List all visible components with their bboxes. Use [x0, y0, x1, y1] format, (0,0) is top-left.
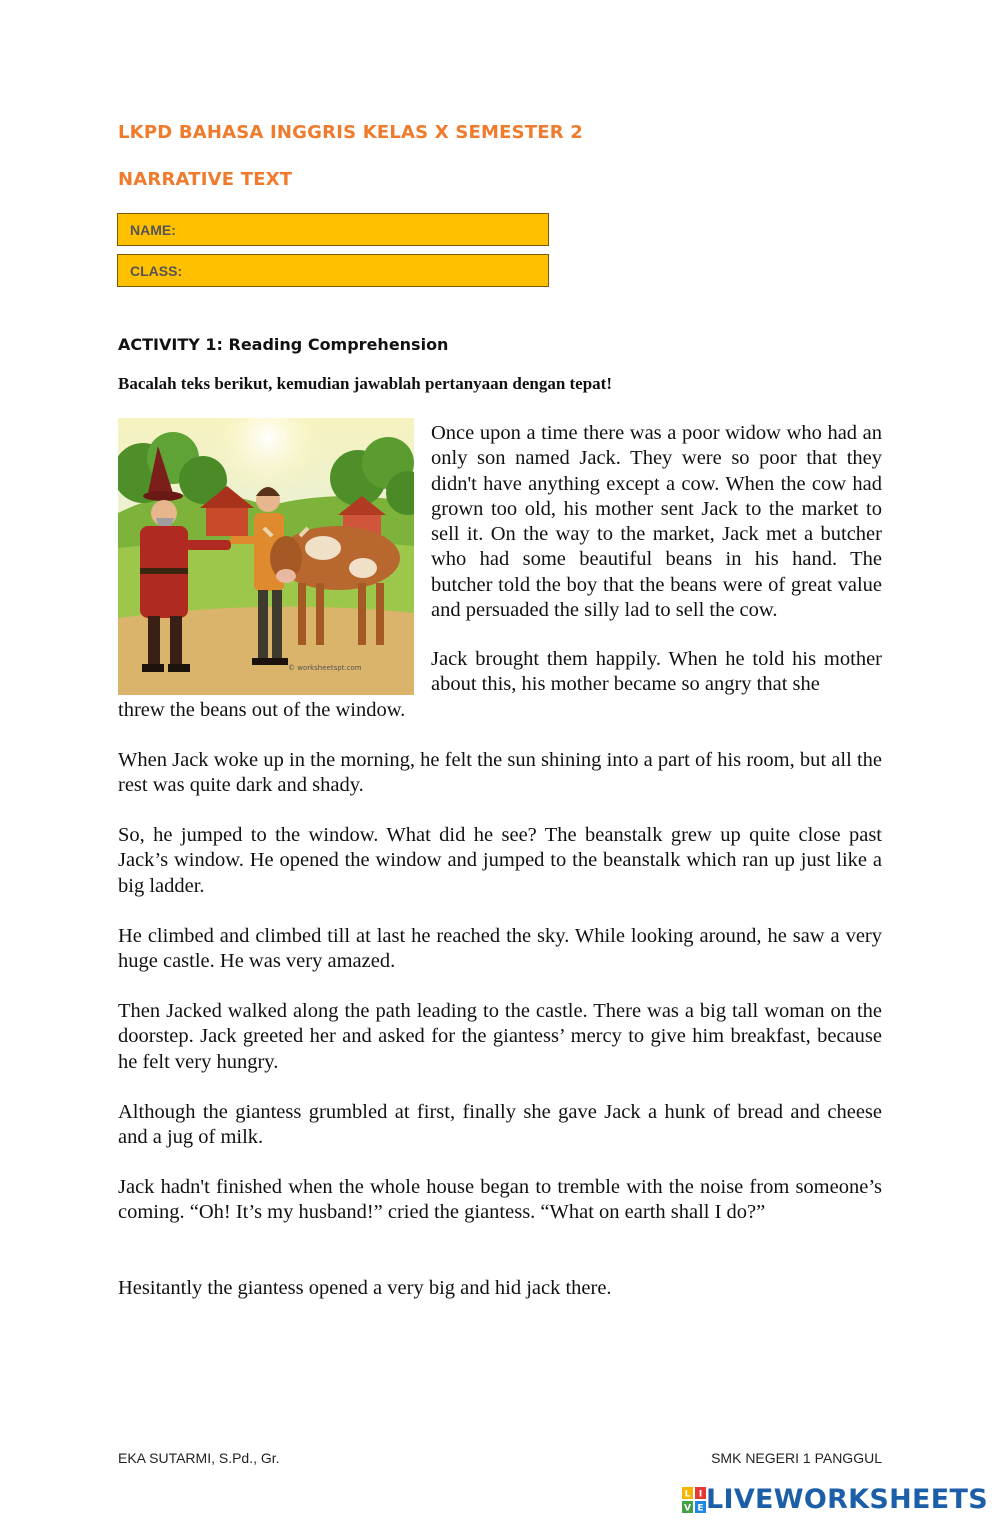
image-watermark: © worksheetspt.com [288, 664, 362, 672]
name-field[interactable] [117, 213, 549, 246]
activity-title: ACTIVITY 1: Reading Comprehension [118, 335, 449, 354]
svg-text:V: V [683, 1503, 691, 1513]
svg-text:E: E [697, 1503, 704, 1513]
story-paragraph-8: Jack hadn't finished when the whole house began to tremble with the noise from someone’s coming. “Oh! It’s my husband!” cried the giantess. “What on earth shall I do?” [118, 1176, 882, 1224]
class-label: CLASS: [130, 263, 183, 279]
worksheet-subtitle: NARRATIVE TEXT [118, 169, 293, 190]
footer-school: SMK NEGERI 1 PANGGUL [711, 1450, 882, 1466]
story-paragraph-3: When Jack woke up in the morning, he felt the sun shining into a part of his room, but all the rest was quite dark and shady. [118, 749, 882, 797]
story-paragraph-4: So, he jumped to the window. What did he see? The beanstalk grew up quite close past Jack’s window. He opened the window and jumped to the beanstalk which ran up just like a big ladder. [118, 824, 882, 897]
story-paragraph-1: Once upon a time there was a poor widow who had an only son named Jack. They were so poor that they didn't have anything except a cow. When the cow had grown too old, his mother sent Jack to the market to sell it. On the way to the market, Jack met a butcher who had some beautiful beans in his hand. The butcher told the boy that the beans were of great value and persuaded the silly lad to sell the cow. [431, 422, 882, 622]
footer-author: EKA SUTARMI, S.Pd., Gr. [118, 1450, 280, 1466]
class-field[interactable] [117, 254, 549, 287]
story-illustration [118, 418, 414, 695]
worksheet-title: LKPD BAHASA INGGRIS KELAS X SEMESTER 2 [118, 122, 584, 143]
activity-instruction: Bacalah teks berikut, kemudian jawablah pertanyaan dengan tepat! [118, 374, 613, 393]
story-paragraph-6: Then Jacked walked along the path leading to the castle. There was a big tall woman on the doorstep. Jack greeted her and asked for the giantess’ mercy to give him breakfast, because he felt very hungry. [118, 1000, 882, 1073]
story-paragraph-2a: Jack brought them happily. When he told his mother about this, his mother became so angry that she [431, 648, 882, 696]
svg-text:I: I [698, 1489, 703, 1499]
name-label: NAME: [130, 222, 176, 238]
svg-text:L: L [684, 1489, 691, 1499]
story-paragraph-7: Although the giantess grumbled at first, finally she gave Jack a hunk of bread and cheese and a jug of milk. [118, 1101, 882, 1149]
liveworksheets-icon [682, 1487, 706, 1513]
liveworksheets-logo[interactable] [682, 1484, 988, 1515]
story-paragraph-9: Hesitantly the giantess opened a very big and hid jack there. [118, 1277, 612, 1299]
story-paragraph-5: He climbed and climbed till at last he reached the sky. While looking around, he saw a very huge castle. He was very amazed. [118, 925, 882, 973]
story-paragraph-2b: threw the beans out of the window. [118, 699, 406, 721]
liveworksheets-text: LIVEWORKSHEETS [705, 1484, 988, 1515]
